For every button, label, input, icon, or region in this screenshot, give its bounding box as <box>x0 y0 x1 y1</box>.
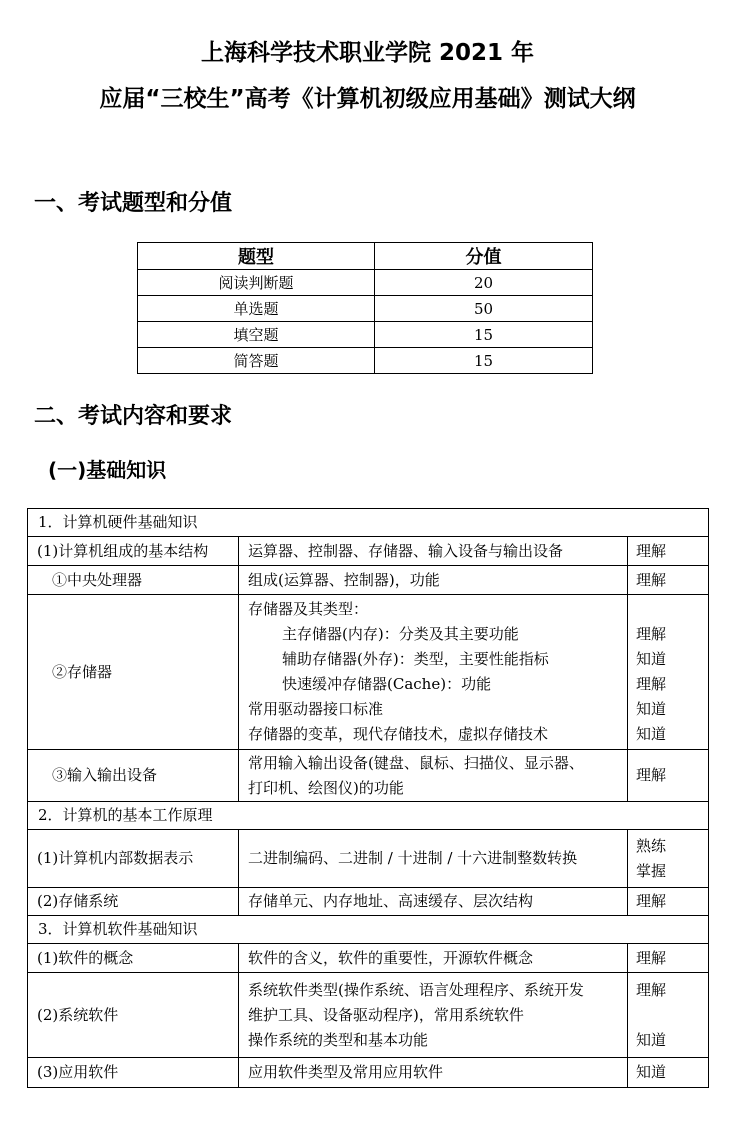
requirement-line: 知道 <box>636 650 667 668</box>
content-line: 常用输入输出设备(键盘、鼠标、扫描仪、显示器、 <box>248 753 584 772</box>
section-title: 2．计算机的基本工作原理 <box>28 802 709 830</box>
table-row <box>28 537 709 566</box>
content-line: 存储器及其类型： <box>248 600 369 618</box>
type-cell: 填空题 <box>138 322 375 348</box>
table-row <box>138 322 593 348</box>
content-line: 操作系统的类型和基本功能 <box>248 1030 429 1049</box>
requirement-line: 知道 <box>636 1030 667 1049</box>
content-line: 常用驱动器接口标准 <box>248 700 384 718</box>
requirement-line: 掌握 <box>636 861 667 880</box>
content-cell: 运算器、控制器、存储器、输入设备与输出设备 <box>239 537 628 566</box>
score-table <box>137 242 593 374</box>
content-cell: 软件的含义，软件的重要性，开源软件概念 <box>239 944 628 973</box>
content-cell <box>239 973 628 1058</box>
score-cell: 15 <box>375 348 593 374</box>
table-row <box>138 270 593 296</box>
requirement-line <box>636 1003 708 1028</box>
section-row <box>28 916 709 944</box>
item-cell: ①中央处理器 <box>28 566 239 595</box>
item-cell: (1)计算机组成的基本结构 <box>28 537 239 566</box>
table-row <box>28 1058 709 1088</box>
type-cell: 简答题 <box>138 348 375 374</box>
knowledge-table <box>27 508 709 1088</box>
requirement-cell: 知道 <box>628 1058 709 1088</box>
content-line: 维护工具、设备驱动程序)，常用系统软件 <box>248 1005 524 1024</box>
content-cell <box>239 595 628 750</box>
score-cell: 20 <box>375 270 593 296</box>
header-type: 题型 <box>138 243 375 270</box>
content-line: 系统软件类型(操作系统、语言处理程序、系统开发 <box>248 980 584 999</box>
table-row <box>138 348 593 374</box>
content-line: 快速缓冲存储器(Cache)：功能 <box>282 675 492 693</box>
requirement-line: 熟练 <box>636 836 667 855</box>
content-line: 打印机、绘图仪)的功能 <box>248 778 404 797</box>
doc-title-line2: 应届“三校生”高考《计算机初级应用基础》测试大纲 <box>99 86 636 112</box>
item-cell: ③输入输出设备 <box>28 750 239 802</box>
table-row <box>28 595 709 750</box>
content-cell: 组成(运算器、控制器)，功能 <box>239 566 628 595</box>
item-cell: (1)计算机内部数据表示 <box>28 830 239 888</box>
requirement-cell <box>628 973 709 1058</box>
content-line: 存储器的变革，现代存储技术，虚拟存储技术 <box>248 725 549 743</box>
table-row <box>28 566 709 595</box>
content-line: 辅助存储器(外存)：类型，主要性能指标 <box>282 650 549 668</box>
requirement-cell <box>628 830 709 888</box>
requirement-cell <box>628 595 709 750</box>
item-cell: ②存储器 <box>28 595 239 750</box>
item-cell: (2)系统软件 <box>28 973 239 1058</box>
table-header-row <box>138 243 593 270</box>
requirement-line: 理解 <box>636 675 667 693</box>
requirement-line: 知道 <box>636 725 667 743</box>
score-cell: 15 <box>375 322 593 348</box>
table-row <box>138 296 593 322</box>
section-heading-1: 一、考试题型和分值 <box>34 191 233 216</box>
table-row <box>28 888 709 916</box>
header-score: 分值 <box>375 243 593 270</box>
requirement-cell: 理解 <box>628 750 709 802</box>
type-cell: 阅读判断题 <box>138 270 375 296</box>
item-cell: (1)软件的概念 <box>28 944 239 973</box>
section-title: 1．计算机硬件基础知识 <box>28 509 709 537</box>
requirement-cell: 理解 <box>628 537 709 566</box>
requirement-line <box>636 597 708 622</box>
content-cell: 二进制编码、二进制 / 十进制 / 十六进制整数转换 <box>239 830 628 888</box>
requirement-cell: 理解 <box>628 566 709 595</box>
content-line: 主存储器(内存)：分类及其主要功能 <box>282 625 519 643</box>
requirement-line: 理解 <box>636 625 667 643</box>
section-heading-2: 二、考试内容和要求 <box>34 404 233 429</box>
requirement-line: 知道 <box>636 700 667 718</box>
table-row <box>28 750 709 802</box>
content-cell <box>239 750 628 802</box>
content-cell: 应用软件类型及常用应用软件 <box>239 1058 628 1088</box>
item-cell: (3)应用软件 <box>28 1058 239 1088</box>
table-row <box>28 944 709 973</box>
section-row <box>28 802 709 830</box>
content-cell: 存储单元、内存地址、高速缓存、层次结构 <box>239 888 628 916</box>
requirement-cell: 理解 <box>628 888 709 916</box>
requirement-line: 理解 <box>636 980 667 999</box>
section-title: 3．计算机软件基础知识 <box>28 916 709 944</box>
score-cell: 50 <box>375 296 593 322</box>
type-cell: 单选题 <box>138 296 375 322</box>
item-cell: (2)存储系统 <box>28 888 239 916</box>
table-row <box>28 830 709 888</box>
requirement-cell: 理解 <box>628 944 709 973</box>
doc-title-line1: 上海科学技术职业学院 2021 年 <box>200 40 535 66</box>
section-row <box>28 509 709 537</box>
table-row <box>28 973 709 1058</box>
subsection-heading: (一)基础知识 <box>48 458 167 482</box>
